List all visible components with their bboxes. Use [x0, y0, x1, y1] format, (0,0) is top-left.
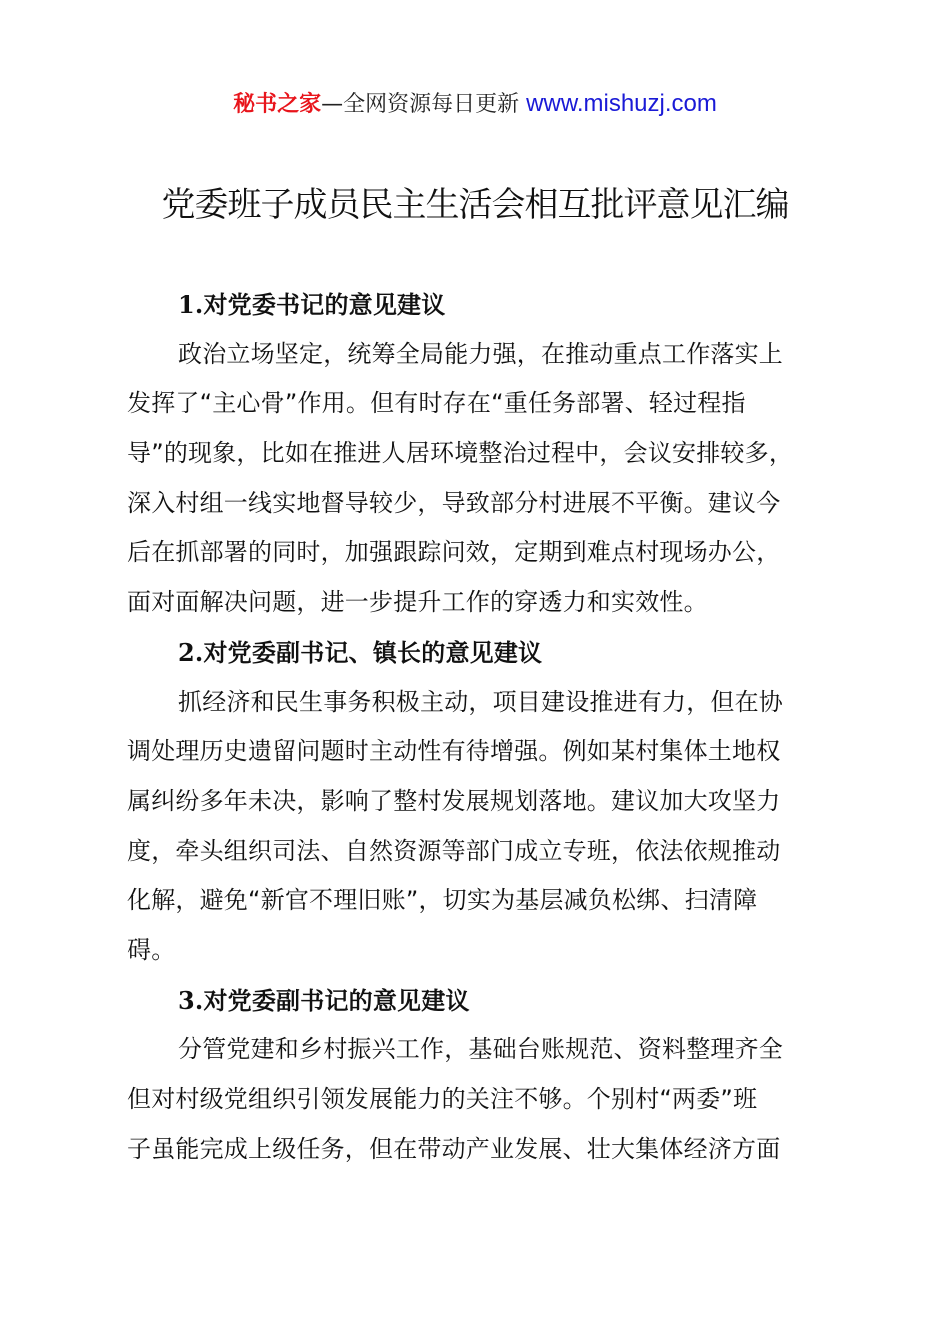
- paragraph-line: 面对面解决问题，进一步提升工作的穿透力和实效性。: [127, 588, 708, 617]
- paragraph-line: 碍。: [127, 935, 176, 964]
- paragraph-line: 导”的现象，比如在推进人居环境整治过程中，会议安排较多，: [127, 439, 794, 468]
- brand-name: 秘书之家: [233, 92, 322, 117]
- paragraph-line: 发挥了“主心骨”作用。但有时存在“重任务部署、轻过程指: [127, 389, 746, 418]
- section-heading: 2.对党委副书记、镇长的意见建议: [178, 637, 543, 667]
- paragraph-line: 抓经济和民生事务积极主动，项目建设推进有力，但在协: [178, 687, 783, 716]
- paragraph-line: 化解，避免“新官不理旧账”，切实为基层减负松绑、扫清障: [127, 886, 758, 915]
- paragraph-line: 属纠纷多年未决，影响了整村发展规划落地。建议加大攻坚力: [127, 786, 781, 815]
- paragraph-line: 度，牵头组织司法、自然资源等部门成立专班，依法依规推动: [127, 836, 781, 865]
- document-title: 党委班子成员民主生活会相互批评意见汇编: [161, 185, 789, 225]
- paragraph-line: 后在抓部署的同时，加强跟踪问效，定期到难点村现场办公，: [127, 538, 781, 567]
- site-url-link[interactable]: www.mishuzj.com: [526, 90, 717, 117]
- paragraph-line: 深入村组一线实地督导较少，导致部分村进展不平衡。建议今: [127, 488, 781, 517]
- paragraph-line: 政治立场坚定，统筹全局能力强，在推动重点工作落实上: [178, 339, 783, 368]
- document-body: [127, 280, 847, 1174]
- paragraph-line: 分管党建和乡村振兴工作，基础台账规范、资料整理齐全: [178, 1035, 783, 1064]
- paragraph-line: 子虽能完成上级任务，但在带动产业发展、壮大集体经济方面: [127, 1134, 781, 1163]
- section-heading: 1.对党委书记的意见建议: [178, 290, 446, 319]
- paragraph-line: 但对村级党组织引领发展能力的关注不够。个别村“两委”班: [127, 1085, 758, 1113]
- header-tagline: —全网资源每日更新: [321, 92, 527, 117]
- paragraph-line: 调处理历史遗留问题时主动性有待增强。例如某村集体土地权: [127, 737, 781, 766]
- section-heading: 3.对党委副书记的意见建议: [178, 985, 470, 1015]
- site-header: [0, 88, 950, 121]
